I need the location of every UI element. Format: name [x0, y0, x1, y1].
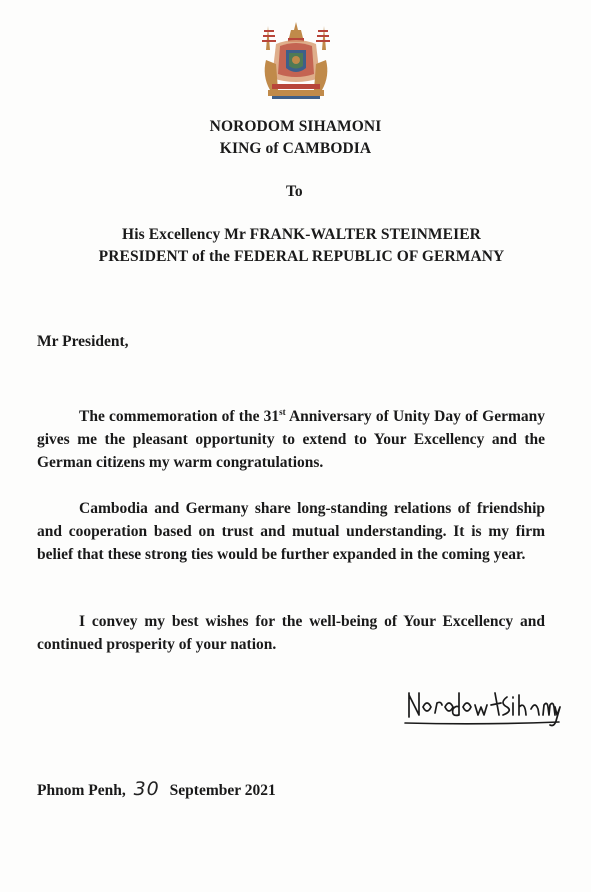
royal-arms-of-cambodia-icon: [258, 20, 334, 102]
salutation: Mr President,: [37, 333, 129, 350]
place: Phnom Penh,: [37, 782, 126, 799]
body-paragraph-2: Cambodia and Germany share long-standing relations of friendship and cooperation based on trust and mutual understanding. It is my firm belief that these strong ties would be further expanded in the coming year.: [37, 500, 545, 563]
paragraph-1-end: Anniversary of Unity Day of Germany gives me the pleasant opportunity to extend to Your Excellency and the German citizens my warm congratulations.: [37, 408, 546, 471]
handwritten-signature: [403, 683, 561, 729]
paragraph-1-start: The commemoration of the 31: [79, 408, 280, 425]
recipient-name: His Excellency Mr FRANK-WALTER STEINMEIER: [122, 226, 481, 243]
recipient-title: PRESIDENT of the FEDERAL REPUBLIC OF GERMANY: [98, 248, 505, 265]
month-year: September 2021: [169, 782, 276, 799]
sender-title: KING of CAMBODIA: [219, 140, 372, 157]
to-label: To: [286, 183, 303, 200]
body-paragraph-3: I convey my best wishes for the well-being of Your Excellency and continued prosperity of your nation.: [37, 613, 545, 653]
body-paragraph-1: [37, 405, 545, 474]
handwritten-day: 30: [133, 778, 160, 800]
closing-place-date: [37, 778, 276, 800]
ordinal-suffix: st: [279, 406, 286, 417]
sender-name: NORODOM SIHAMONI: [209, 118, 382, 135]
